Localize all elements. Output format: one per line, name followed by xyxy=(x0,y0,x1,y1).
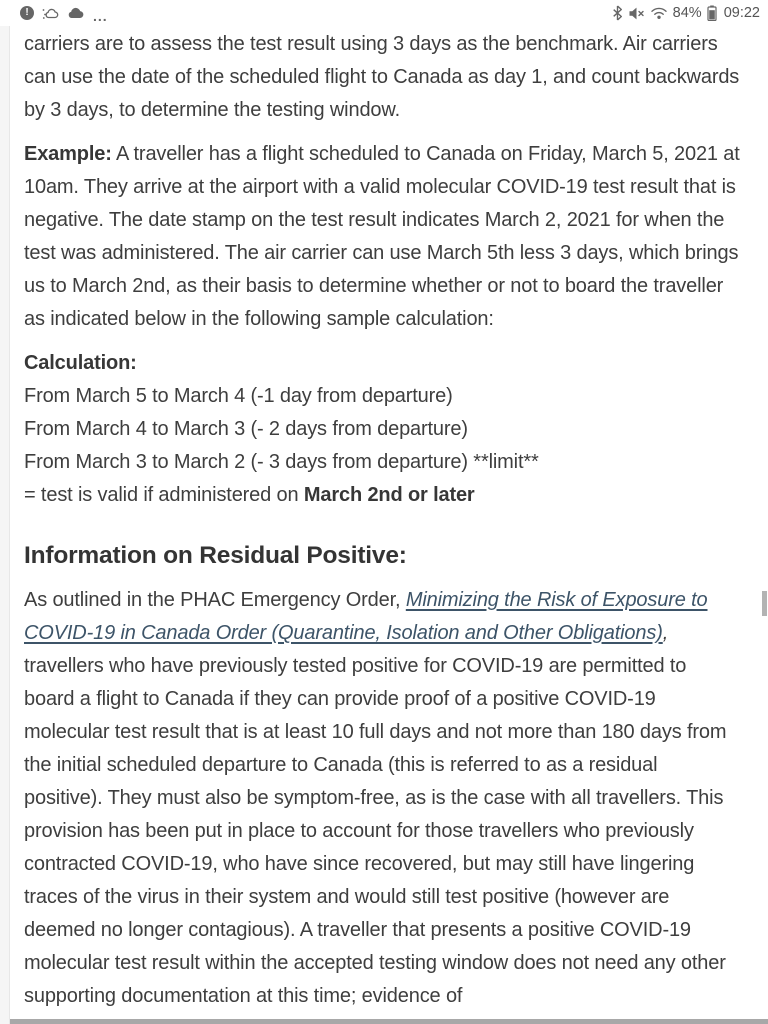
calculation-line: From March 4 to March 3 (- 2 days from departure) xyxy=(24,418,468,440)
scrollbar-thumb[interactable] xyxy=(762,591,767,616)
weather-icon xyxy=(42,6,59,21)
status-bar xyxy=(0,0,768,26)
status-bar-right xyxy=(612,5,760,21)
bottom-edge-bar xyxy=(10,1019,768,1024)
residual-body-text: travellers who have previously tested positive for COVID-19 are permitted to board a flight to Canada if they can provide proof of a positive COVID-19 molecular test result that is at least 10 full days and not more than 180 days from the initial scheduled departure to Canada (this is referred to as a residual positive). They must also be symptom-free, as is the case with all travellers. This provision has been put in place to account for those travellers who previously contracted COVID-19, who have since recovered, but may still have lingering traces of the virus in their system and would still test positive (however are deemed no longer contagious). A traveller that presents a positive COVID-19 molecular test result within the accepted testing window does not need any other supporting documentation at this time; evidence of xyxy=(24,655,727,1007)
calculation-line: From March 3 to March 2 (- 3 days from departure) **limit** xyxy=(24,451,539,473)
battery-icon xyxy=(707,5,717,21)
notification-overflow-indicator: ... xyxy=(93,8,108,24)
volume-mute-icon xyxy=(628,6,645,21)
residual-positive-heading: Information on Residual Positive: xyxy=(24,542,407,569)
cloud-icon xyxy=(67,6,85,20)
clock-label: 09:22 xyxy=(723,5,760,21)
calculation-result-line xyxy=(24,479,740,512)
link-suffix: , xyxy=(662,622,669,644)
paragraph-text: carriers are to assess the test result using 3 days as the benchmark. Air carriers can use the date of the scheduled flight to Canada as day 1, and count backwards by 3 days, to determine the testing window. xyxy=(24,33,740,121)
paragraph-testing-window xyxy=(24,28,740,127)
alert-icon: ! xyxy=(20,6,34,20)
status-bar-left xyxy=(20,6,108,24)
page-left-edge xyxy=(0,26,10,1024)
example-text: A traveller has a flight scheduled to Canada on Friday, March 5, 2021 at 10am. They arrive at the airport with a valid molecular COVID-19 test result that is negative. The date stamp on the test result indicates March 2, 2021 for when the test was administered. The air carrier can use March 5th less 3 days, which brings us to March 2nd, as their basis to determine whether or not to board the traveller as indicated below in the following sample calculation: xyxy=(24,143,740,330)
calculation-label-line xyxy=(24,347,740,380)
example-label: Example: xyxy=(24,143,112,165)
paragraph-example xyxy=(24,138,740,336)
calculation-block xyxy=(24,347,740,512)
calculation-result-bold: March 2nd or later xyxy=(303,484,475,506)
paragraph-residual-positive xyxy=(24,584,740,1013)
residual-intro-text: As outlined in the PHAC Emergency Order, xyxy=(24,589,406,611)
document-content xyxy=(24,28,740,1013)
calculation-label: Calculation: xyxy=(24,352,137,374)
bluetooth-icon xyxy=(612,5,623,21)
emergency-order-link[interactable]: Minimizing the Risk of Exposure to COVID-19 in Canada Order (Quarantine, Isolation and Other Obligations) xyxy=(24,589,708,644)
calculation-line: From March 5 to March 4 (-1 day from departure) xyxy=(24,385,453,407)
battery-percent-label: 84% xyxy=(672,5,702,21)
wifi-icon xyxy=(650,6,668,20)
calculation-result-prefix: = test is valid if administered on xyxy=(24,484,304,506)
